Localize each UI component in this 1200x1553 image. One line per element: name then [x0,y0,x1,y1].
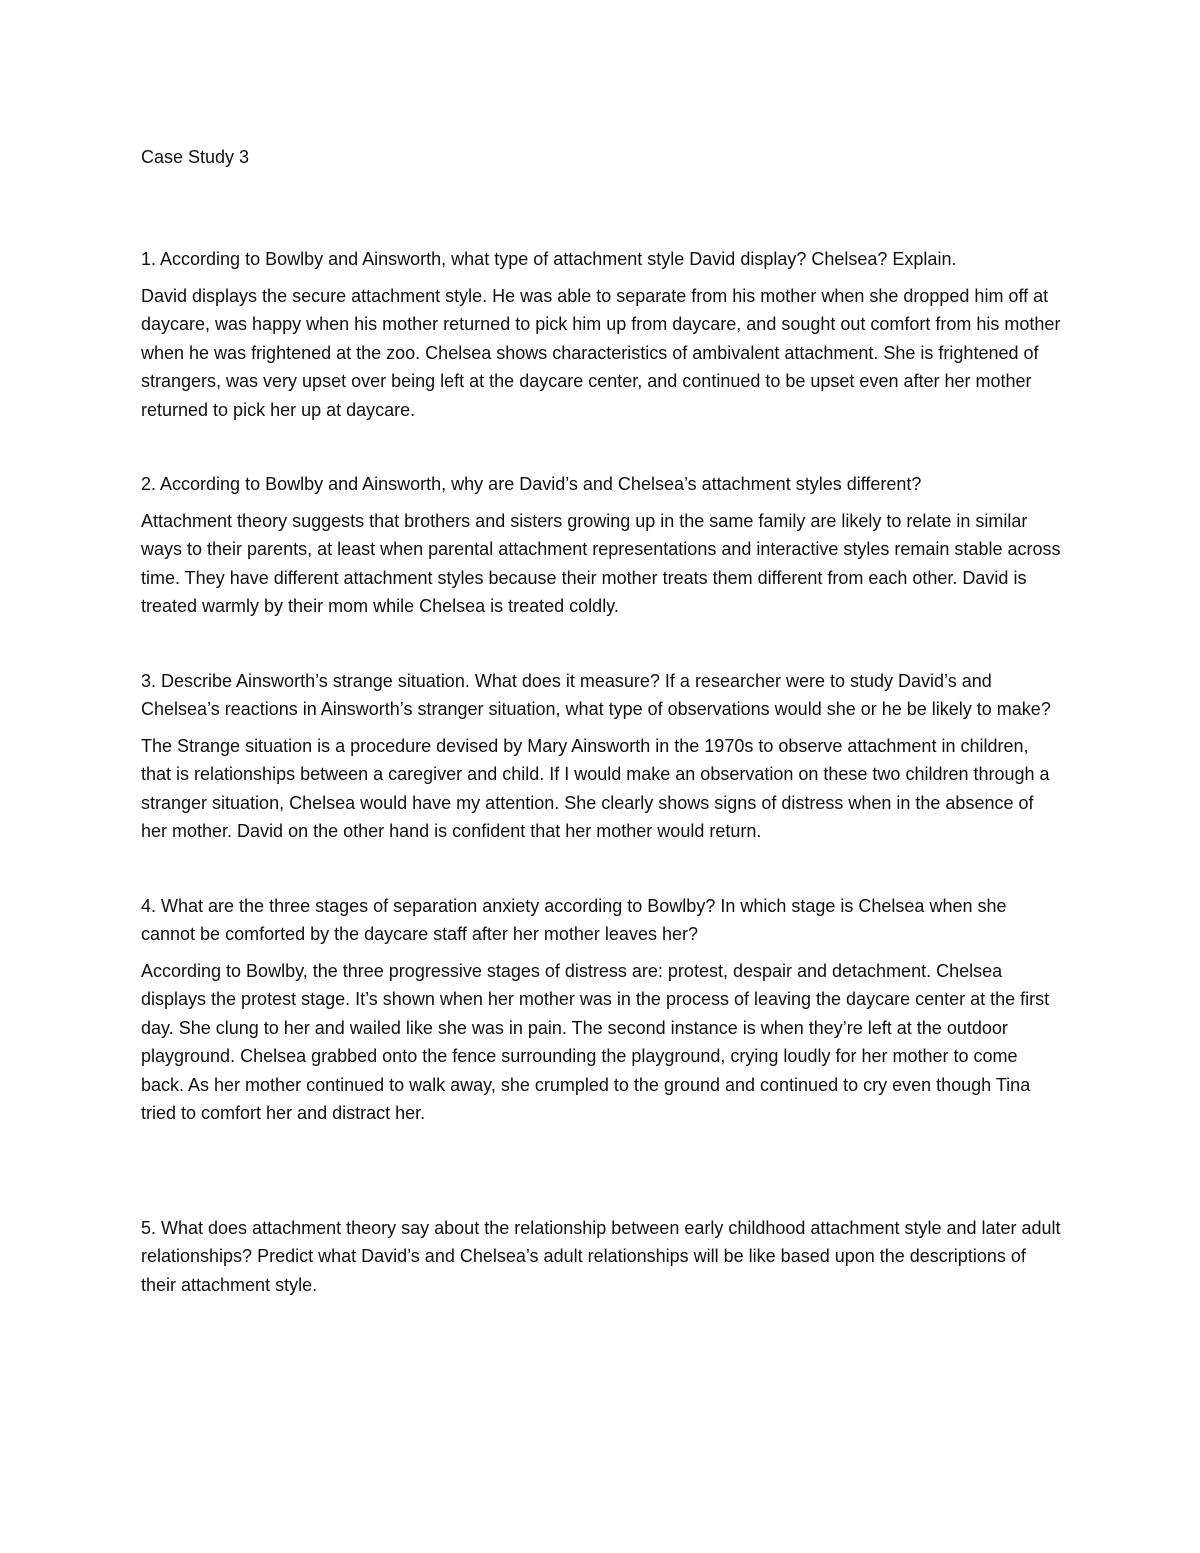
answer-4: According to Bowlby, the three progressive stages of distress are: protest, despair and detachment. Chelsea displays the protest stage. It’s shown when her mother was in the process of leaving the daycare center at the first day. She clung to her and wailed like she was in pain. The second instance is when they’re left at the outdoor playground. Chelsea grabbed onto the fence surrounding the playground, crying loudly for her mother to come back. As her mother continued to walk away, she crumpled to the ground and continued to cry even though Tina tried to comfort her and distract her. [141,960,1050,1123]
section-2 [141,470,1061,621]
document-title: Case Study 3 [141,147,250,167]
answer-3: The Strange situation is a procedure devised by Mary Ainsworth in the 1970s to observe attachment in children, that is relationships between a caregiver and child. If I would make an observation on these two children through a stranger situation, Chelsea would have my attention. She clearly shows signs of distress when in the absence of her mother. David on the other hand is confident that her mother would return. [141,735,1050,841]
question-2: 2. According to Bowlby and Ainsworth, why are David’s and Chelsea’s attachment styles different? [141,474,922,494]
question-1: 1. According to Bowlby and Ainsworth, what type of attachment style David display? Chelsea? Explain. [141,249,957,269]
section-5 [141,1214,1061,1300]
question-3: 3. Describe Ainsworth’s strange situation. What does it measure? If a researcher were to study David’s and Chelsea’s reactions in Ainsworth’s stranger situation, what type of observations would she or he be likely to make? [141,670,1051,719]
answer-2: Attachment theory suggests that brothers and sisters growing up in the same family are likely to relate in similar ways to their parents, at least when parental attachment representations and interactive styles remain stable across time. They have different attachment styles because their mother treats them different from each other. David is treated warmly by their mom while Chelsea is treated coldly. [141,510,1061,616]
section-1 [141,245,1061,424]
section-3 [141,667,1061,846]
document-content [141,143,1061,1307]
question-4: 4. What are the three stages of separation anxiety according to Bowlby? In which stage is Chelsea when she cannot be comforted by the daycare staff after her mother leaves her? [141,895,1007,944]
answer-1: David displays the secure attachment style. He was able to separate from his mother when she dropped him off at daycare, was happy when his mother returned to pick him up from daycare, and sought out comfort from his mother when he was frightened at the zoo. Chelsea shows characteristics of ambivalent attachment. She is frightened of strangers, was very upset over being left at the daycare center, and continued to be upset even after her mother returned to pick her up at daycare. [141,285,1061,420]
section-4 [141,892,1061,1128]
question-5: 5. What does attachment theory say about the relationship between early childhood attachment style and later adult relationships? Predict what David’s and Chelsea’s adult relationships will be like based upon the descriptions of their attachment style. [141,1217,1061,1295]
